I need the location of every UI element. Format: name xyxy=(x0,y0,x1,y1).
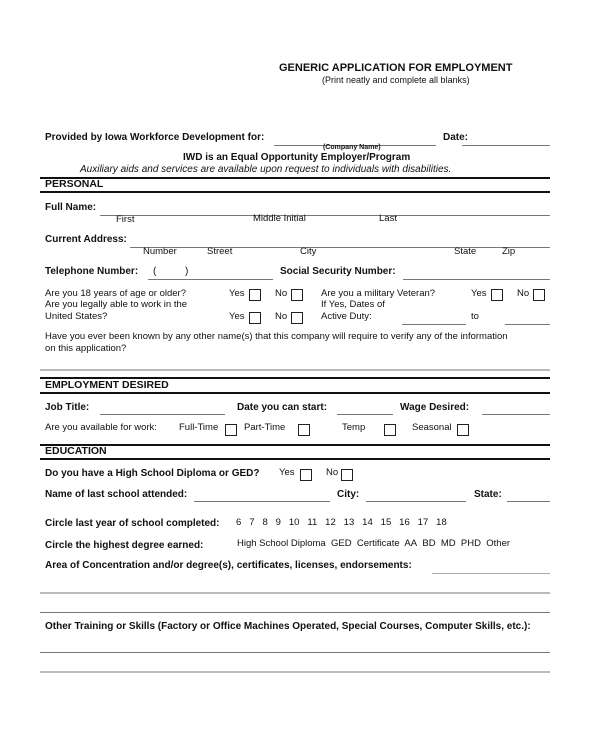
section-employment: EMPLOYMENT DESIRED xyxy=(45,379,169,391)
concentration-label: Area of Concentration and/or degree(s), certificates, licenses, endorsements: xyxy=(45,560,412,571)
job-title-label: Job Title: xyxy=(45,402,90,413)
age-yes-checkbox[interactable] xyxy=(249,289,261,301)
year-option[interactable]: 15 xyxy=(380,517,392,528)
degree-label: Circle the highest degree earned: xyxy=(45,540,204,551)
availability-label: Are you available for work: xyxy=(45,422,157,433)
degree-option[interactable]: GED xyxy=(331,538,352,549)
aux-notice: Auxiliary aids and services are available upon request to individuals with disabilities. xyxy=(80,164,452,175)
full-time-checkbox[interactable] xyxy=(225,424,237,436)
school-city-label: City: xyxy=(337,489,360,500)
year-option[interactable]: 11 xyxy=(307,517,318,528)
other-names-question: Have you ever been known by any other name(s) that this company will require to verify any of the information xyxy=(45,331,508,342)
degree-option[interactable]: Other xyxy=(486,538,511,549)
no-label: No xyxy=(326,467,339,478)
year-options xyxy=(236,517,447,529)
start-date-field[interactable] xyxy=(337,414,393,415)
zip-caption: Zip xyxy=(502,246,516,257)
concentration-line[interactable] xyxy=(40,612,550,613)
year-option[interactable]: 16 xyxy=(399,517,410,528)
legal-no-checkbox[interactable] xyxy=(291,312,303,324)
middle-caption: Middle Initial xyxy=(253,213,306,224)
legal-yes-checkbox[interactable] xyxy=(249,312,261,324)
address-field[interactable] xyxy=(130,247,550,248)
legal-question-cont: United States? xyxy=(45,311,108,322)
year-option[interactable]: 18 xyxy=(436,517,447,528)
date-field[interactable] xyxy=(462,145,550,146)
no-label: No xyxy=(275,311,288,322)
other-names-question-cont: on this application? xyxy=(45,343,127,354)
no-label: No xyxy=(517,288,530,299)
school-state-label: State: xyxy=(474,489,502,500)
year-option[interactable]: 6 xyxy=(236,517,242,528)
temp-checkbox[interactable] xyxy=(384,424,396,436)
job-title-field[interactable] xyxy=(100,414,225,415)
ssn-field[interactable] xyxy=(403,279,550,280)
phone-paren-close: ) xyxy=(185,266,189,277)
year-option[interactable]: 7 xyxy=(249,517,255,528)
phone-paren-open: ( xyxy=(153,266,157,277)
training-label: Other Training or Skills (Factory or Office Machines Operated, Special Courses, Computer Skills, etc.): xyxy=(45,621,531,632)
active-duty-to-field[interactable] xyxy=(505,324,550,325)
divider xyxy=(40,191,550,193)
wage-field[interactable] xyxy=(482,414,550,415)
divider xyxy=(40,177,550,179)
school-state-field[interactable] xyxy=(507,501,550,502)
training-line[interactable] xyxy=(40,671,550,673)
degree-option[interactable]: Certificate xyxy=(356,538,400,549)
concentration-field[interactable] xyxy=(432,573,550,574)
school-field[interactable] xyxy=(194,501,330,502)
degree-option[interactable]: High School Diploma xyxy=(237,538,326,549)
yes-label: Yes xyxy=(229,311,245,322)
first-caption: First xyxy=(116,214,135,225)
year-option[interactable]: 9 xyxy=(275,517,281,528)
part-time-checkbox[interactable] xyxy=(298,424,310,436)
street-caption: Street xyxy=(207,246,233,257)
divider xyxy=(40,458,550,460)
degree-options xyxy=(237,538,510,550)
other-names-field[interactable] xyxy=(40,369,550,371)
year-option[interactable]: 10 xyxy=(288,517,300,528)
school-city-field[interactable] xyxy=(366,501,466,502)
diploma-no-checkbox[interactable] xyxy=(341,469,353,481)
veteran-yes-checkbox[interactable] xyxy=(491,289,503,301)
temp-label: Temp xyxy=(342,422,366,433)
year-option[interactable]: 8 xyxy=(262,517,268,528)
city-caption: City xyxy=(300,246,317,257)
full-name-field[interactable] xyxy=(100,215,550,216)
age-question: Are you 18 years of age or older? xyxy=(45,288,187,299)
address-label: Current Address: xyxy=(45,234,127,245)
section-education: EDUCATION xyxy=(45,445,107,457)
yes-label: Yes xyxy=(279,467,295,478)
year-option[interactable]: 12 xyxy=(325,517,336,528)
number-caption: Number xyxy=(143,246,177,257)
date-label: Date: xyxy=(443,132,469,143)
divider xyxy=(40,444,550,446)
year-label: Circle last year of school completed: xyxy=(45,518,220,529)
wage-label: Wage Desired: xyxy=(400,402,470,413)
dates-of-label: If Yes, Dates of xyxy=(321,299,385,310)
phone-field[interactable] xyxy=(148,279,273,280)
full-time-label: Full-Time xyxy=(179,422,219,433)
seasonal-label: Seasonal xyxy=(412,422,452,433)
year-option[interactable]: 13 xyxy=(343,517,355,528)
concentration-line[interactable] xyxy=(40,592,550,594)
provided-label: Provided by Iowa Workforce Development for: xyxy=(45,132,265,143)
seasonal-checkbox[interactable] xyxy=(457,424,469,436)
form-title: GENERIC APPLICATION FOR EMPLOYMENT xyxy=(279,62,513,74)
full-name-label: Full Name: xyxy=(45,202,97,213)
yes-label: Yes xyxy=(471,288,487,299)
form-subtitle: (Print neatly and complete all blanks) xyxy=(322,75,470,85)
active-duty-label: Active Duty: xyxy=(321,311,372,322)
degree-option[interactable]: BD xyxy=(422,538,436,549)
eoe-notice: IWD is an Equal Opportunity Employer/Program xyxy=(183,152,411,163)
part-time-label: Part-Time xyxy=(244,422,286,433)
training-line[interactable] xyxy=(40,652,550,653)
active-duty-from-field[interactable] xyxy=(402,324,466,325)
phone-label: Telephone Number: xyxy=(45,266,139,277)
school-label: Name of last school attended: xyxy=(45,489,188,500)
legal-question: Are you legally able to work in the xyxy=(45,299,188,310)
year-option[interactable]: 14 xyxy=(362,517,373,528)
age-no-checkbox[interactable] xyxy=(291,289,303,301)
section-personal: PERSONAL xyxy=(45,178,104,190)
veteran-question: Are you a military Veteran? xyxy=(321,288,436,299)
ssn-label: Social Security Number: xyxy=(280,266,396,277)
diploma-yes-checkbox[interactable] xyxy=(300,469,312,481)
state-caption: State xyxy=(454,246,477,257)
last-caption: Last xyxy=(379,213,397,224)
start-date-label: Date you can start: xyxy=(237,402,328,413)
to-label: to xyxy=(471,311,479,322)
yes-label: Yes xyxy=(229,288,245,299)
diploma-question: Do you have a High School Diploma or GED? xyxy=(45,468,260,479)
veteran-no-checkbox[interactable] xyxy=(533,289,545,301)
no-label: No xyxy=(275,288,288,299)
degree-option[interactable]: MD xyxy=(440,538,456,549)
divider xyxy=(40,392,550,394)
company-name-caption: (Company Name) xyxy=(323,144,381,151)
year-option[interactable]: 17 xyxy=(417,517,429,528)
degree-option[interactable]: AA xyxy=(404,538,418,549)
degree-option[interactable]: PHD xyxy=(460,538,481,549)
